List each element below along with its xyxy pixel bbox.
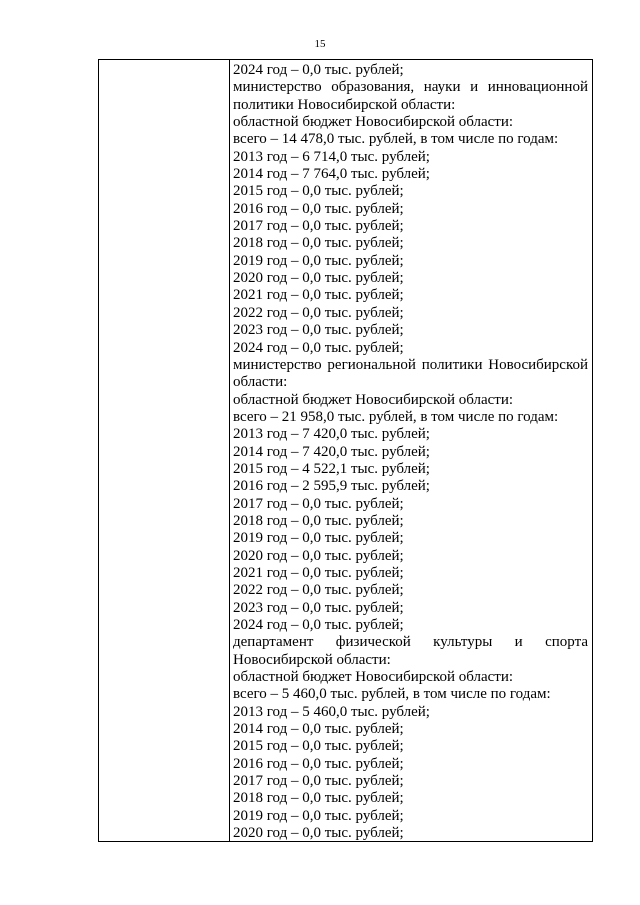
text-line: 2021 год – 0,0 тыс. рублей; <box>233 287 404 304</box>
text-line: 2015 год – 0,0 тыс. рублей; <box>233 738 404 755</box>
text-line: 2020 год – 0,0 тыс. рублей; <box>233 270 404 287</box>
text-line: областной бюджет Новосибирской области: <box>233 114 514 131</box>
text-line: 2019 год – 0,0 тыс. рублей; <box>233 807 404 824</box>
text-line: областной бюджет Новосибирской области: <box>233 391 514 408</box>
text-line: 2014 год – 7 420,0 тыс. рублей; <box>233 443 430 460</box>
text-line: 2017 год – 0,0 тыс. рублей; <box>233 495 404 512</box>
funding-table <box>98 59 593 842</box>
text-line: 2017 год – 0,0 тыс. рублей; <box>233 773 404 790</box>
text-line: 2023 год – 0,0 тыс. рублей; <box>233 599 404 616</box>
table-right-cell <box>233 62 588 842</box>
text-line: 2016 год – 0,0 тыс. рублей; <box>233 200 404 217</box>
page-number: 15 <box>314 38 326 50</box>
text-line: всего – 5 460,0 тыс. рублей, в том числе по годам: <box>233 686 551 703</box>
text-line: 2015 год – 0,0 тыс. рублей; <box>233 183 404 200</box>
text-line: Новосибирской области: <box>233 651 391 668</box>
text-line: 2019 год – 0,0 тыс. рублей; <box>233 252 404 269</box>
text-line: 2020 год – 0,0 тыс. рублей; <box>233 825 404 842</box>
text-line: 2023 год – 0,0 тыс. рублей; <box>233 322 404 339</box>
text-line: 2024 год – 0,0 тыс. рублей; <box>233 339 404 356</box>
text-line: 2018 год – 0,0 тыс. рублей; <box>233 790 404 807</box>
text-line: 2018 год – 0,0 тыс. рублей; <box>233 512 404 529</box>
column-divider <box>229 60 230 841</box>
text-line: 2020 год – 0,0 тыс. рублей; <box>233 547 404 564</box>
text-line: 2022 год – 0,0 тыс. рублей; <box>233 582 404 599</box>
text-line: 2024 год – 0,0 тыс. рублей; <box>233 617 404 633</box>
text-line: 2014 год – 7 764,0 тыс. рублей; <box>233 166 430 183</box>
text-line: 2021 год – 0,0 тыс. рублей; <box>233 564 404 581</box>
text-line: 2019 год – 0,0 тыс. рублей; <box>233 530 404 547</box>
text-line: областной бюджет Новосибирской области: <box>233 669 514 686</box>
text-line: всего – 14 478,0 тыс. рублей, в том числе по годам: <box>233 131 559 148</box>
text-line: 2014 год – 0,0 тыс. рублей; <box>233 721 404 738</box>
text-line: департамент физической культуры и спорта <box>233 634 588 651</box>
text-line: министерство образования, науки и инновационной <box>233 79 588 96</box>
text-line: всего – 21 958,0 тыс. рублей, в том числе по годам: <box>233 408 559 425</box>
text-line: 2013 год – 5 460,0 тыс. рублей; <box>233 703 430 720</box>
text-line: 2013 год – 6 714,0 тыс. рублей; <box>233 148 430 165</box>
text-line: министерство региональной политики Новосибирской <box>233 356 588 373</box>
text-line: 2018 год – 0,0 тыс. рублей; <box>233 235 404 252</box>
text-line: 2016 год – 0,0 тыс. рублей; <box>233 755 404 772</box>
text-line: 2024 год – 0,0 тыс. рублей; <box>233 62 404 78</box>
text-line: 2013 год – 7 420,0 тыс. рублей; <box>233 426 430 443</box>
text-line: 2015 год – 4 522,1 тыс. рублей; <box>233 460 430 477</box>
text-line: политики Новосибирской области: <box>233 96 456 113</box>
text-line: 2017 год – 0,0 тыс. рублей; <box>233 218 404 235</box>
text-line: области: <box>233 374 288 391</box>
text-line: 2016 год – 2 595,9 тыс. рублей; <box>233 478 430 495</box>
text-line: 2022 год – 0,0 тыс. рублей; <box>233 304 404 321</box>
